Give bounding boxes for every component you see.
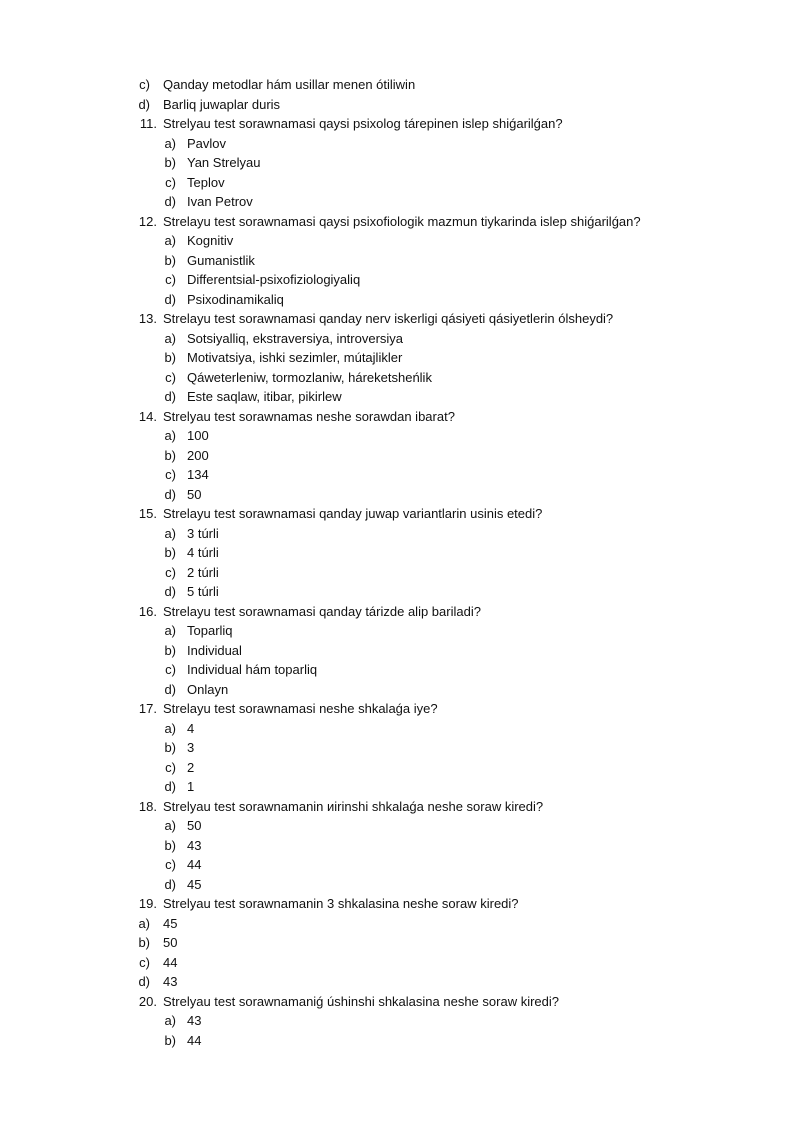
option-line xyxy=(0,231,800,251)
option-text: Pavlov xyxy=(187,135,227,151)
option-text: Qanday metodlar hám usillar menen ótiliwin xyxy=(163,77,416,92)
option-line xyxy=(0,914,800,934)
option-text: 50 xyxy=(187,486,202,502)
option-marker: d) xyxy=(164,486,176,502)
option-text: Differentsial-psixofiziologiyaliq xyxy=(187,272,361,287)
option-text: 1 xyxy=(187,779,195,794)
option-text: 2 xyxy=(187,759,195,775)
question-number: 14. xyxy=(138,408,157,424)
question-number: 12. xyxy=(138,213,157,229)
option-text: 50 xyxy=(187,818,202,833)
question-text: Strelayu test sorawnamasi qanday juwap variantlarin usinis etedi? xyxy=(163,506,543,521)
option-text: Kognitiv xyxy=(187,233,234,248)
option-marker: c) xyxy=(165,174,176,190)
option-text: Individual hám toparliq xyxy=(187,662,318,677)
option-text: 44 xyxy=(163,954,178,970)
option-line xyxy=(0,582,800,602)
question-text: Strelayu test sorawnamasi qanday nerv iskerligi qásiyeti qásiyetlerin ólsheydi? xyxy=(163,311,614,326)
question-text: Strelyau test sorawnamas neshe sorawdan ibarat? xyxy=(163,408,455,424)
option-marker: a) xyxy=(164,1013,176,1028)
option-line xyxy=(0,777,800,797)
question-text: Strelyau test sorawnamanin 3 shkalasina neshe soraw kiredi? xyxy=(163,896,519,911)
option-text: 50 xyxy=(163,935,178,950)
question-text: Strelyau test sorawnamanin иirinshi shkalaǵa neshe soraw kiredi? xyxy=(163,798,544,814)
option-marker: a) xyxy=(138,915,150,931)
option-marker: a) xyxy=(164,330,176,346)
option-line xyxy=(0,290,800,310)
option-text: 2 túrli xyxy=(187,564,219,580)
question-text: Strelyau test sorawnamaniǵ úshinshi shkalasina neshe soraw kiredi? xyxy=(163,993,559,1009)
question-line xyxy=(0,602,800,622)
option-text: Ivan Petrov xyxy=(187,194,253,209)
option-text: Motivatsiya, ishki sezimler, mútajlikler xyxy=(187,350,403,365)
question-text: Strelayu test sorawnamasi qanday tárizde alip bariladi? xyxy=(163,603,481,619)
option-line xyxy=(0,95,800,115)
option-marker: d) xyxy=(164,389,176,404)
option-marker: c) xyxy=(165,369,176,385)
question-number: 11. xyxy=(139,116,157,131)
option-line xyxy=(0,719,800,739)
option-text: Teplov xyxy=(187,174,225,190)
option-text: 45 xyxy=(187,876,202,892)
option-marker: b) xyxy=(164,837,176,853)
question-text: Strelayu test sorawnamasi neshe shkalaǵa iye? xyxy=(163,701,438,716)
option-text: 43 xyxy=(187,837,202,853)
question-line xyxy=(0,309,800,329)
question-number: 16. xyxy=(138,603,157,619)
option-line xyxy=(0,251,800,271)
question-line xyxy=(0,797,800,817)
question-number: 15. xyxy=(138,506,157,521)
option-line xyxy=(0,972,800,992)
option-marker: b) xyxy=(164,155,176,170)
option-text: 4 túrli xyxy=(187,545,219,560)
option-text: Yan Strelyau xyxy=(187,155,261,170)
option-text: 200 xyxy=(187,447,209,463)
option-text: 43 xyxy=(187,1013,202,1028)
question-line xyxy=(0,407,800,427)
option-line xyxy=(0,75,800,95)
option-line xyxy=(0,563,800,583)
option-line xyxy=(0,465,800,485)
option-marker: c) xyxy=(165,662,176,677)
option-line xyxy=(0,134,800,154)
question-text: Strelayu test sorawnamasi qaysi psixofiologik mazmun tiykarinda islep shiǵarilǵan? xyxy=(163,213,641,229)
option-marker: d) xyxy=(138,974,150,989)
option-line xyxy=(0,446,800,466)
option-text: 5 túrli xyxy=(187,584,219,599)
option-marker: d) xyxy=(164,194,176,209)
option-marker: a) xyxy=(164,623,176,638)
option-text: Toparliq xyxy=(187,623,233,638)
option-marker: a) xyxy=(164,135,176,151)
option-text: 3 xyxy=(187,740,195,755)
option-text: Individual xyxy=(187,642,242,658)
option-line xyxy=(0,660,800,680)
question-number: 18. xyxy=(138,798,157,814)
option-marker: c) xyxy=(165,759,176,775)
option-line xyxy=(0,387,800,407)
option-marker: b) xyxy=(138,935,150,950)
option-line xyxy=(0,153,800,173)
option-marker: c) xyxy=(165,564,176,580)
option-marker: b) xyxy=(164,642,176,658)
option-line xyxy=(0,329,800,349)
option-line xyxy=(0,621,800,641)
option-marker: c) xyxy=(165,272,176,287)
option-marker: d) xyxy=(164,584,176,599)
option-marker: b) xyxy=(164,740,176,755)
question-number: 13. xyxy=(138,311,157,326)
question-number: 19. xyxy=(138,896,157,911)
question-line xyxy=(0,114,800,134)
option-text: Sotsiyalliq, ekstraversiya, introversiya xyxy=(187,330,404,346)
option-line xyxy=(0,1031,800,1051)
option-text: 44 xyxy=(187,1032,202,1048)
option-line xyxy=(0,543,800,563)
option-marker: c) xyxy=(139,954,150,970)
question-text: Strelyau test sorawnamasi qaysi psixolog tárepinen islep shiǵarilǵan? xyxy=(163,116,563,131)
option-line xyxy=(0,738,800,758)
option-text: Qáweterleniw, tormozlaniw, háreketsheńlik xyxy=(187,369,432,385)
question-line xyxy=(0,894,800,914)
option-line xyxy=(0,816,800,836)
option-marker: d) xyxy=(138,96,150,112)
option-marker: d) xyxy=(164,681,176,697)
option-line xyxy=(0,875,800,895)
option-text: 43 xyxy=(163,974,178,989)
option-line xyxy=(0,270,800,290)
option-text: Onlayn xyxy=(187,681,229,697)
option-marker: a) xyxy=(164,233,176,248)
option-marker: d) xyxy=(164,291,176,307)
question-line xyxy=(0,212,800,232)
option-line xyxy=(0,680,800,700)
question-line xyxy=(0,699,800,719)
option-line xyxy=(0,368,800,388)
option-marker: d) xyxy=(164,876,176,892)
option-text: 134 xyxy=(187,467,209,482)
question-number: 17. xyxy=(138,701,157,716)
option-marker: b) xyxy=(164,1032,176,1048)
option-text: 44 xyxy=(187,857,202,872)
option-line xyxy=(0,426,800,446)
option-line xyxy=(0,173,800,193)
option-line xyxy=(0,855,800,875)
option-line xyxy=(0,953,800,973)
option-marker: c) xyxy=(165,467,176,482)
option-line xyxy=(0,758,800,778)
option-text: 45 xyxy=(163,915,178,931)
option-text: 100 xyxy=(187,428,209,443)
option-line xyxy=(0,836,800,856)
option-line xyxy=(0,192,800,212)
option-marker: c) xyxy=(165,857,176,872)
option-marker: c) xyxy=(139,77,150,92)
option-marker: d) xyxy=(164,779,176,794)
option-marker: b) xyxy=(164,545,176,560)
option-marker: b) xyxy=(164,350,176,365)
option-text: Este saqlaw, itibar, pikirlew xyxy=(187,389,342,404)
option-line xyxy=(0,1011,800,1031)
question-line xyxy=(0,504,800,524)
option-line xyxy=(0,933,800,953)
option-text: Psixodinamikaliq xyxy=(187,291,284,307)
option-text: Gumanistlik xyxy=(187,252,255,268)
option-text: 3 túrli xyxy=(187,525,219,541)
option-marker: a) xyxy=(164,428,176,443)
option-line xyxy=(0,348,800,368)
option-line xyxy=(0,524,800,544)
document-page xyxy=(0,75,800,1050)
option-text: Barliq juwaplar duris xyxy=(163,96,281,112)
option-marker: a) xyxy=(164,720,176,736)
question-line xyxy=(0,992,800,1012)
option-text: 4 xyxy=(187,720,195,736)
option-marker: b) xyxy=(164,447,176,463)
question-number: 20. xyxy=(138,993,157,1009)
option-line xyxy=(0,641,800,661)
option-line xyxy=(0,485,800,505)
option-marker: a) xyxy=(164,525,176,541)
option-marker: b) xyxy=(164,252,176,268)
option-marker: a) xyxy=(164,818,176,833)
